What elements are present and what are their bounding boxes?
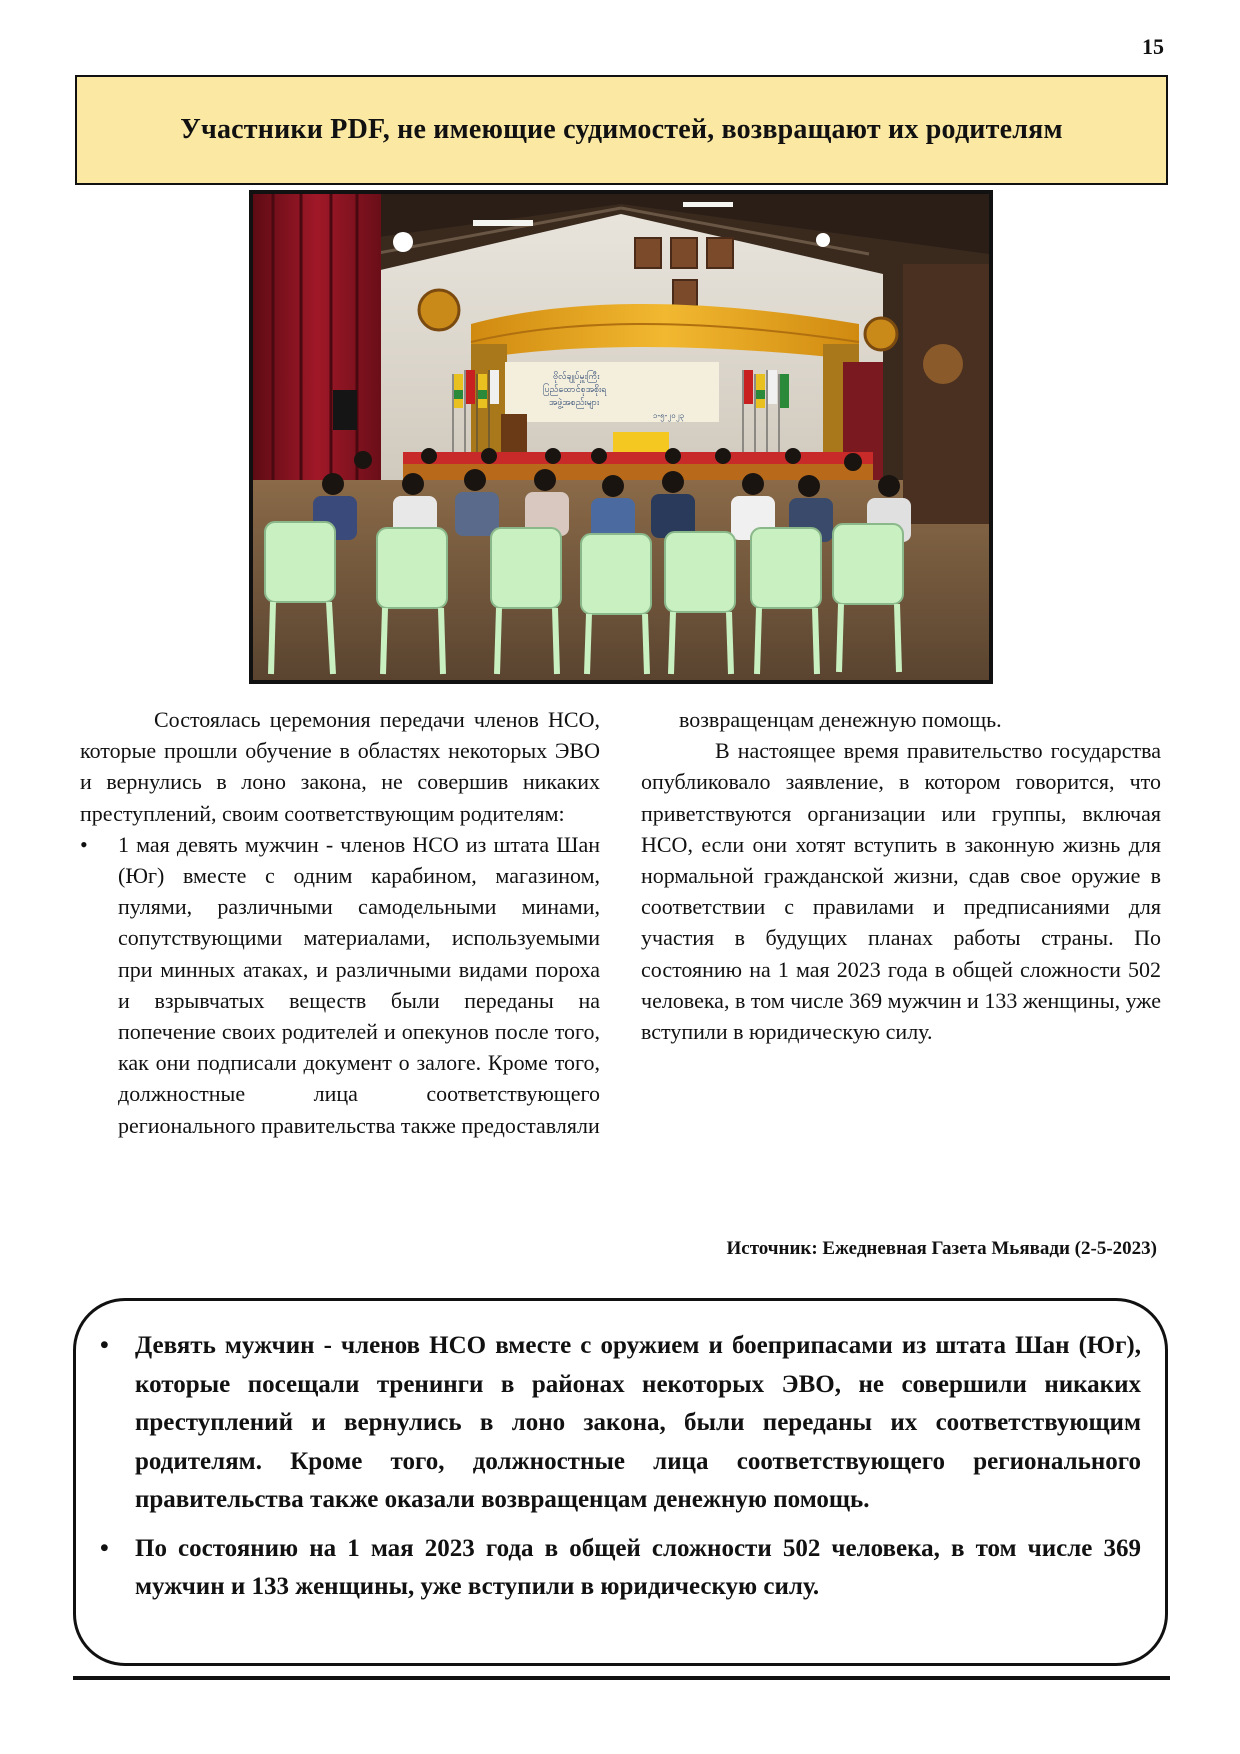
article-bullet-list xyxy=(80,829,600,1141)
page-title: Участники PDF, не имеющие судимостей, возвращают их родителям xyxy=(180,114,1063,145)
photo-banner-line-4: ၁-၅-၂၀၂၃ xyxy=(653,411,685,420)
article-intro: Состоялась церемония передачи членов НСО, которые прошли обучение в областях некоторых ЭВО и вернулись в лоно закона, не совершив никаких преступлений, своим соответствующим родителям: xyxy=(80,707,600,826)
summary-box xyxy=(73,1298,1168,1666)
summary-item: • По состоянию на 1 мая 2023 года в общей сложности 502 человека, в том числе 369 мужчин и 133 женщины, уже вступили в юридическую силу. xyxy=(100,1530,1141,1607)
photo-banner-line-1: ဗိုလ်ချုပ်မှူးကြီး xyxy=(553,371,600,381)
bottom-rule xyxy=(73,1676,1170,1680)
title-banner xyxy=(75,75,1168,185)
summary-list xyxy=(100,1327,1141,1607)
summary-item: • Девять мужчин - членов НСО вместе с оружием и боеприпасами из штата Шан (Юг), которые посещали тренинги в районах некоторых ЭВО, не совершили никаких преступлений и вернулись в лоно закона, были переданы их соответствующим родителям. Кроме того, должностные лица соответствующего регионального правительства также оказали возвращенцам денежную помощь. xyxy=(100,1327,1141,1520)
page-number: 15 xyxy=(1142,34,1164,59)
ceremony-photo-illustration xyxy=(253,194,989,680)
article-continuation: возвращенцам денежную помощь. xyxy=(679,707,1002,732)
article-bullet-item: • 1 мая девять мужчин - членов НСО из штата Шан (Юг) вместе с одним карабином, магазином, пулями, различными самодельными минами, сопутствующими материалами, используемыми при минных атаках, и различными видами пороха и взрывчатых веществ были переданы на попечение своих родителей и опекунов после того, как они подписали документ о залоге. Кроме того, должностные лица соответствующего регионального правительства также предоставляли xyxy=(80,829,600,1141)
photo-banner-line-2: ပြည်ထောင်စုအစိုးရ xyxy=(543,384,607,394)
ceremony-photo xyxy=(249,190,993,684)
article-right-column xyxy=(641,704,1161,1047)
article-source: Источник: Ежедневная Газета Мьявади (2-5-2023) xyxy=(726,1238,1157,1259)
photo-banner-line-3: အဖွဲ့အစည်းများ xyxy=(549,397,600,407)
article-paragraph-2: В настоящее время правительство государства опубликовало заявление, в котором говорится, что приветствуются организации или группы, включая НСО, если они хотят вступить в законную жизнь для нормальной гражданской жизни, сдав свое оружие в соответствии с правилами и предписаниями для участия в будущих планах работы страны. По состоянию на 1 мая 2023 года в общей сложности 502 человека, в том числе 369 мужчин и 133 женщины, уже вступили в юридическую силу. xyxy=(641,738,1161,1045)
article-left-column xyxy=(80,704,600,1141)
